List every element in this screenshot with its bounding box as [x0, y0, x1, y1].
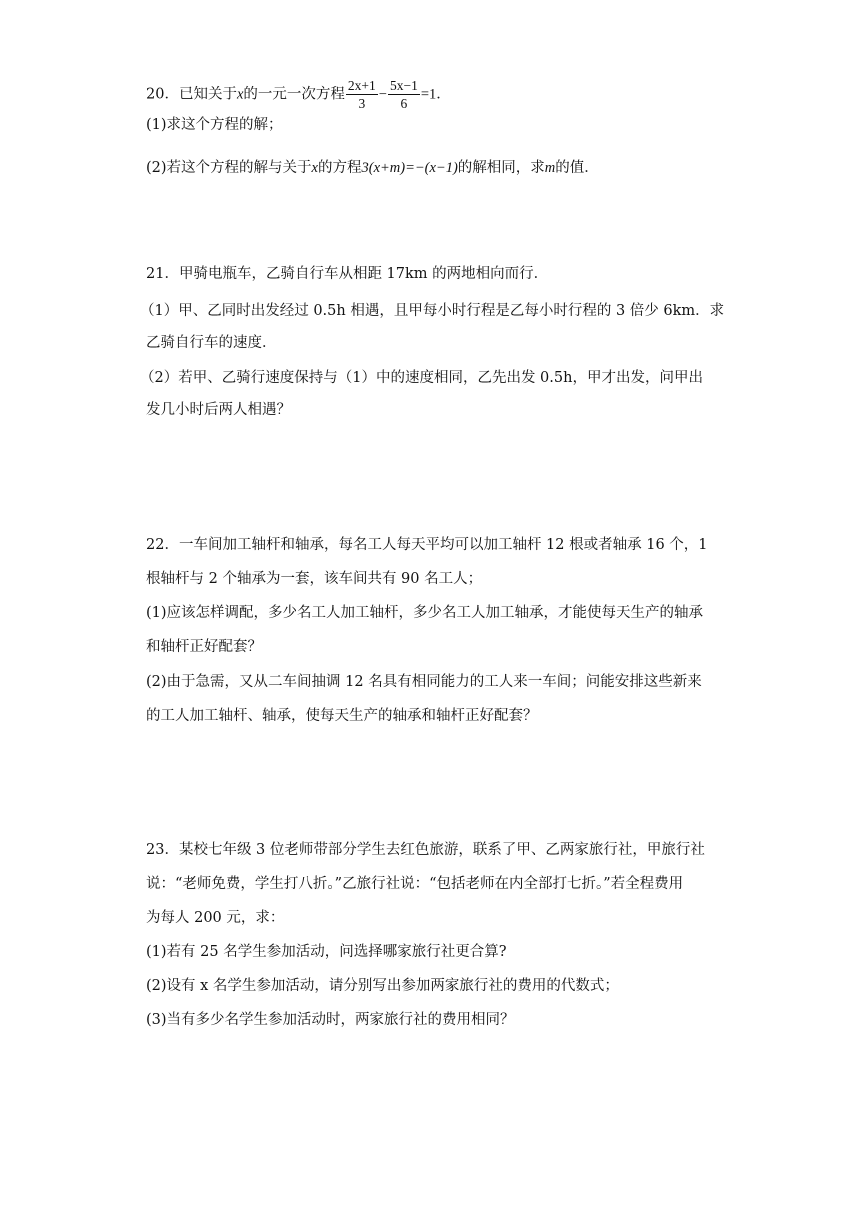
q23-line-2: 说：“老师免费，学生打八折。”乙旅行社说：“包括老师在内全部打七折。”若全程费用 — [146, 876, 684, 892]
q20-after-x: 的一元一次方程 — [243, 86, 345, 103]
q20-var-x: x — [236, 86, 244, 103]
q21-line-3: 乙骑自行车的速度． — [146, 335, 277, 351]
q23-line-6: (3)当有多少名学生参加活动时，两家旅行社的费用相同？ — [146, 1012, 515, 1028]
q20-frac1-denominator: 3 — [358, 96, 366, 111]
q20-statement — [146, 78, 820, 111]
q20-part2 — [146, 158, 820, 178]
q23-line-1: 23．某校七年级 3 位老师带部分学生去红色旅游，联系了甲、乙两家旅行社，甲旅行社 — [146, 842, 705, 858]
q22-line-5: (2)由于急需，又从二车间抽调 12 名具有相同能力的工人来一车间；问能安排这些新来 — [146, 674, 702, 690]
q20-lead: 20．已知关于 — [146, 86, 237, 103]
q20-part1: (1)求这个方程的解； — [146, 117, 283, 133]
q23-line-3: 为每人 200 元，求： — [146, 910, 285, 926]
q20-frac2-denominator: 6 — [400, 96, 408, 111]
q22-line-3: (1)应该怎样调配，多少名工人加工轴杆，多少名工人加工轴承，才能使每天生产的轴承 — [146, 605, 704, 621]
q20-part2-c: 的解相同，求 — [457, 160, 545, 176]
q20-fraction-2 — [388, 78, 420, 111]
q22-line-2: 根轴杆与 2 个轴承为一套，该车间共有 90 名工人； — [146, 571, 483, 587]
q21-line-4: （2）若甲、乙骑行速度保持与（1）中的速度相同，乙先出发 0.5h，甲才出发，问甲出 — [140, 370, 703, 386]
q20-part2-x: x — [311, 160, 318, 176]
q20-part2-b: 的方程 — [317, 160, 362, 176]
q23-line-4: (1)若有 25 名学生参加活动，问选择哪家旅行社更合算? — [146, 944, 507, 960]
q21-line-5: 发几小时后两人相遇？ — [146, 402, 291, 418]
q20-fraction-1 — [346, 78, 378, 111]
q20-part2-a: (2)若这个方程的解与关于 — [146, 160, 312, 176]
q22-line-4: 和轴杆正好配套？ — [146, 639, 262, 655]
q20-frac2-numerator: 5x−1 — [389, 78, 418, 93]
q20-part2-equation: 3(x+m)=−(x−1) — [361, 160, 458, 176]
q20-minus: − — [378, 86, 387, 103]
q22-line-1: 22．一车间加工轴杆和轴承，每名工人每天平均可以加工轴杆 12 根或者轴承 16 个，1 — [146, 537, 708, 553]
q22-line-6: 的工人加工轴杆、轴承，使每天生产的轴承和轴杆正好配套？ — [146, 708, 538, 724]
q20-part2-m: m — [544, 160, 556, 176]
q21-line-2: （1）甲、乙同时出发经过 0.5h 相遇，且甲每小时行程是乙每小时行程的 3 倍少 6km．求 — [140, 303, 725, 319]
q20-frac1-numerator: 2x+1 — [347, 78, 376, 93]
q21-line-1: 21．甲骑电瓶车，乙骑自行车从相距 17km 的两地相向而行． — [146, 266, 549, 282]
q20-part2-d: 的值． — [555, 160, 599, 176]
q23-line-5: (2)设有 x 名学生参加活动，请分别写出参加两家旅行社的费用的代数式； — [146, 978, 619, 994]
q20-equals-tail: =1． — [420, 86, 451, 103]
